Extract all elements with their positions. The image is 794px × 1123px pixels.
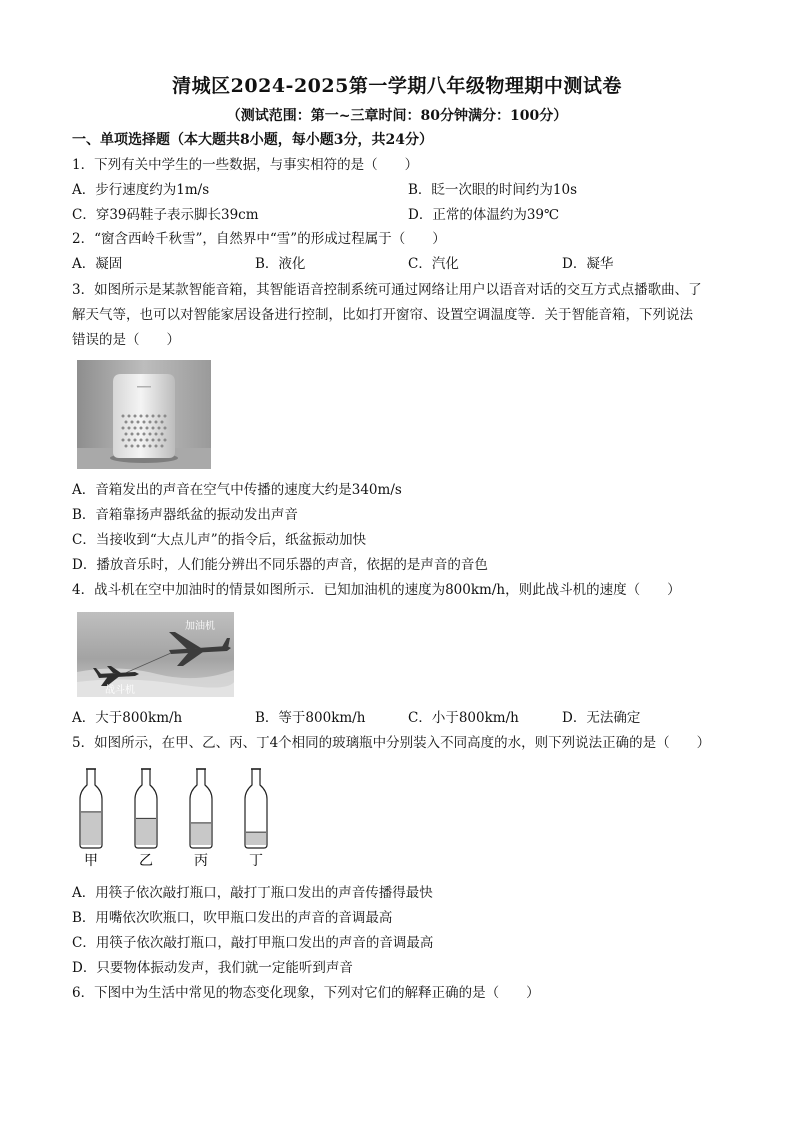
- bottle-water-level: [191, 823, 211, 845]
- section-heading: 一、单项选择题（本大题共8小题，每小题3分，共24分）: [72, 132, 433, 148]
- question-1-stem: 1．下列有关中学生的一些数据，与事实相符的是（ ）: [72, 157, 419, 173]
- bottle-water-level: [81, 812, 101, 845]
- question-2-option-a: A．凝固: [72, 256, 123, 272]
- question-6-stem: 6．下图中为生活中常见的物态变化现象，下列对它们的解释正确的是（ ）: [72, 985, 540, 1001]
- question-5-option-c: C．用筷子依次敲打瓶口，敲打甲瓶口发出的声音的音调最高: [72, 935, 434, 951]
- question-3-stem-line2: 解天气等，也可以对智能家居设备进行控制，比如打开窗帘、设置空调温度等．关于智能音箱，下列说法: [72, 307, 693, 323]
- question-2-option-b: B．液化: [255, 256, 306, 272]
- smart-speaker-image: [77, 360, 211, 469]
- aerial-refueling-image: [77, 612, 234, 697]
- question-2-option-c: C．汽化: [408, 256, 459, 272]
- exam-subtitle: （测试范围：第一~三章时间：80分钟满分：100分）: [226, 108, 568, 124]
- question-4-option-d: D．无法确定: [562, 710, 641, 726]
- bottle-3: [190, 769, 212, 869]
- question-3-stem-line1: 3．如图所示是某款智能音箱，其智能语音控制系统可通过网络让用户以语音对话的交互方式点播歌曲、了: [72, 282, 702, 298]
- bottle-water-level: [136, 818, 156, 845]
- bottle-label: 丁: [249, 853, 263, 869]
- question-3-option-c: C．当接收到“大点儿声”的指令后，纸盆振动加快: [72, 532, 367, 548]
- question-5-option-a: A．用筷子依次敲打瓶口，敲打丁瓶口发出的声音传播得最快: [72, 885, 433, 901]
- question-3-stem-line3: 错误的是（ ）: [72, 332, 180, 348]
- question-4-stem: 4．战斗机在空中加油时的情景如图所示．已知加油机的速度为800km/h，则此战斗机的速度（ ）: [72, 582, 681, 598]
- question-2-option-d: D．凝华: [562, 256, 614, 272]
- question-1-option-c: C．穿39码鞋子表示脚长39cm: [72, 207, 259, 223]
- question-1-option-b: B．眨一次眼的时间约为10s: [408, 182, 578, 198]
- question-2-stem: 2．“窗含西岭千秋雪”，自然界中“雪”的形成过程属于（ ）: [72, 231, 446, 247]
- question-5-option-d: D．只要物体振动发声，我们就一定能听到声音: [72, 960, 353, 976]
- water-bottles-figure: [76, 765, 276, 870]
- question-4-option-a: A．大于800km/h: [72, 710, 183, 726]
- question-4-option-c: C．小于800km/h: [408, 710, 519, 726]
- exam-title: 清城区2024-2025第一学期八年级物理期中测试卷: [172, 75, 622, 97]
- question-3-option-a: A．音箱发出的声音在空气中传播的速度大约是340m/s: [72, 482, 402, 498]
- bottle-2: [135, 769, 157, 869]
- question-1-option-d: D．正常的体温约为39℃: [408, 207, 560, 223]
- tanker-label: 加油机: [185, 621, 215, 632]
- bottle-4: [245, 769, 267, 869]
- question-5-option-b: B．用嘴依次吹瓶口，吹甲瓶口发出的声音的音调最高: [72, 910, 393, 926]
- bottle-label: 乙: [139, 853, 153, 869]
- question-1-option-a: A．步行速度约为1m/s: [72, 182, 210, 198]
- question-3-option-d: D．播放音乐时，人们能分辨出不同乐器的声音，依据的是声音的音色: [72, 557, 488, 573]
- bottle-water-level: [246, 832, 266, 845]
- question-4-option-b: B．等于800km/h: [255, 710, 366, 726]
- question-3-option-b: B．音箱靠扬声器纸盆的振动发出声音: [72, 507, 298, 523]
- question-5-stem: 5．如图所示，在甲、乙、丙、丁4个相同的玻璃瓶中分别装入不同高度的水，则下列说法正确的是（ ）: [72, 735, 711, 751]
- bottle-1: [80, 769, 102, 869]
- fighter-label: 战斗机: [105, 685, 135, 696]
- bottle-label: 甲: [84, 853, 98, 869]
- bottle-label: 丙: [194, 853, 208, 869]
